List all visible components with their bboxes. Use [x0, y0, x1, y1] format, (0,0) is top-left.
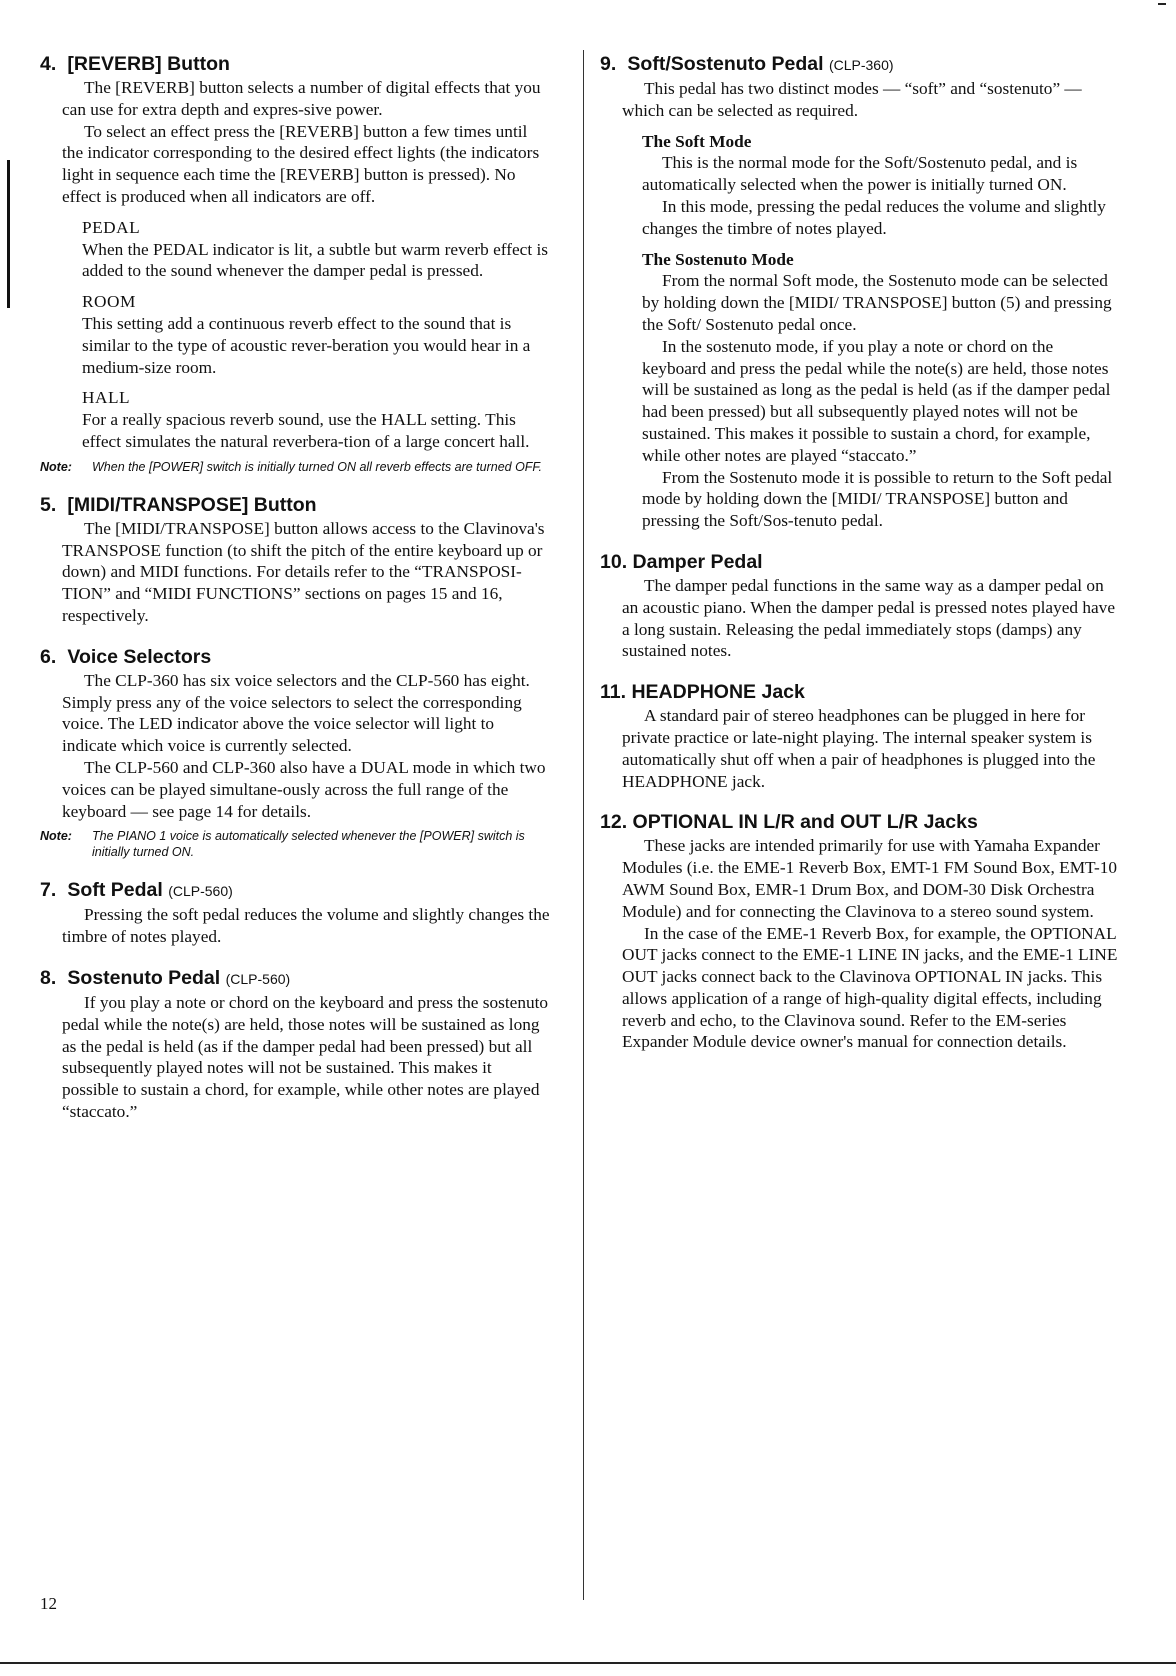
section-title: Voice Selectors [67, 645, 212, 668]
section-number: 12. [600, 811, 628, 834]
section-number: 5. [40, 493, 57, 516]
paragraph: The [REVERB] button selects a number of digital effects that you can use for extra depth and expres-sive power. [62, 78, 541, 119]
section-optional-jacks [600, 810, 1118, 1053]
subsection-title: The Sostenuto Mode [642, 249, 794, 269]
model-tag: (CLP-560) [168, 883, 233, 900]
left-column [40, 52, 550, 1141]
subsection-soft-mode [642, 131, 1118, 240]
section-heading [40, 645, 550, 669]
section-heading [40, 52, 550, 76]
subsection-title: HALL [82, 388, 131, 408]
section-reverb-button [40, 52, 550, 475]
section-title: Damper Pedal [632, 550, 763, 573]
paragraph: In the case of the EME-1 Reverb Box, for example, the OPTIONAL OUT jacks connect to the EME-1 LINE IN jacks, and the EME-1 LINE OUT jacks connect back to the Clavinova OPTIONAL IN jacks. This allows application of a range of high-quality digital effects, including reverb and echo, to the Clavinova sound. Refer to the EM-series Expander Module device owner's manual for connection details. [622, 923, 1118, 1052]
paragraph: The CLP-360 has six voice selectors and the CLP-560 has eight. Simply press any of the voice selectors to select the corresponding voice. The LED indicator above the voice selector will light to indicate which voice is currently selected. [62, 670, 530, 756]
subsection-pedal [82, 217, 550, 282]
right-column [600, 52, 1118, 1071]
section-heading [600, 680, 1118, 704]
page-number: 12 [40, 1594, 57, 1613]
section-number: 11. [600, 681, 627, 704]
margin-bar [7, 160, 10, 308]
paragraph: From the Sostenuto mode it is possible to return to the Soft pedal mode by holding down the [MIDI/ TRANSPOSE] button and pressing the Soft/Sos-tenuto pedal. [642, 467, 1113, 531]
section-midi-transpose-button [40, 493, 550, 627]
subsection-hall [82, 387, 550, 452]
section-sostenuto-pedal [40, 966, 550, 1123]
section-title: Soft/Sostenuto Pedal [627, 53, 824, 75]
paragraph: The damper pedal functions in the same way as a damper pedal on an acoustic piano. When the damper pedal is pressed notes played have a long sustain. Releasing the pedal immediately stops (damps) any sustained notes. [622, 575, 1115, 661]
section-heading [40, 966, 550, 991]
section-heading [600, 810, 1118, 834]
paragraph: In the sostenuto mode, if you play a note or chord on the keyboard and press the pedal while the note(s) are held, those notes will be sustained as long as the pedal is held (as if the damper pedal had been pressed) but all subsequently played notes will not be sustained. This makes it possible to sustain a chord, for example, while other notes are played “staccato.” [642, 336, 1111, 465]
paragraph: This is the normal mode for the Soft/Sostenuto pedal, and is automatically selected when the power is initially turned ON. [642, 153, 1078, 195]
paragraph: To select an effect press the [REVERB] button a few times until the indicator corresponding to the desired effect lights (the indicators light in sequence each time the [REVERB] button is pressed). No effect is produced when all indicators are off. [62, 121, 540, 206]
note-label: Note: [40, 459, 72, 474]
paragraph: This setting add a continuous reverb effect to the sound that is similar to the type of acoustic rever-beration you would hear in a medium-size room. [82, 313, 531, 377]
paragraph: The CLP-560 and CLP-360 also have a DUAL mode in which two voices can be played simultane-ously across the full range of the keyboard — see page 14 for details. [62, 757, 546, 821]
model-tag: (CLP-360) [828, 57, 894, 73]
bottom-rule [0, 1662, 1176, 1664]
paragraph: In this mode, pressing the pedal reduces the volume and slightly changes the timbre of notes played. [642, 196, 1106, 238]
column-divider [583, 50, 584, 1600]
paragraph: Pressing the soft pedal reduces the volume and slightly changes the timbre of notes played. [62, 905, 550, 947]
section-soft-sostenuto-pedal [600, 52, 1118, 532]
subsection-title: The Soft Mode [642, 131, 752, 151]
section-title: HEADPHONE Jack [631, 681, 805, 704]
paragraph: From the normal Soft mode, the Sostenuto mode can be selected by holding down the [MIDI/ TRANSPOSE] button (5) and pressing the Soft/ Sostenuto pedal once. [642, 271, 1112, 334]
section-number: 4. [40, 53, 57, 75]
section-heading [600, 52, 1118, 77]
section-number: 10. [600, 550, 628, 573]
section-title: Sostenuto Pedal [67, 966, 221, 989]
corner-mark [1158, 3, 1166, 5]
subsection-title: ROOM [82, 292, 136, 312]
section-title: Soft Pedal [67, 879, 163, 902]
section-voice-selectors [40, 645, 550, 861]
note-text: When the [POWER] switch is initially turned ON all reverb effects are turned OFF. [92, 459, 542, 474]
section-damper-pedal [600, 550, 1118, 662]
section-heading [40, 878, 550, 903]
paragraph: A standard pair of stereo headphones can be plugged in here for private practice or late-night playing. The internal speaker system is automatically shut off when a pair of headphones is plugged into the HEADPHONE jack. [622, 706, 1096, 791]
section-headphone-jack [600, 680, 1118, 792]
section-number: 8. [40, 966, 57, 989]
paragraph: This pedal has two distinct modes — “soft” and “sostenuto” — which can be selected as required. [622, 79, 1082, 120]
note-label: Note: [40, 829, 72, 844]
paragraph: For a really spacious reverb sound, use the HALL setting. This effect simulates the natural reverbera-tion of a large concert hall. [82, 410, 530, 451]
subsection-sostenuto-mode [642, 249, 1118, 532]
note-text: The PIANO 1 voice is automatically selected whenever the [POWER] switch is initially turned ON. [92, 829, 525, 860]
paragraph: The [MIDI/TRANSPOSE] button allows access to the Clavinova's TRANSPOSE function (to shift the pitch of the entire keyboard up or down) and MIDI functions. For details refer to the “TRANSPOSI-TION” and “MIDI FUNCTIONS” sections on pages 15 and 16, respectively. [62, 518, 545, 625]
section-number: 7. [40, 879, 57, 902]
paragraph: If you play a note or chord on the keyboard and press the sostenuto pedal while the note(s) are held, those notes will be sustained as long as the pedal is held (as if the damper pedal had been pressed) but all subsequently played notes will not be sustained. This makes it possible to sustain a chord, for example, while other notes are played “staccato.” [62, 992, 549, 1121]
paragraph: These jacks are intended primarily for use with Yamaha Expander Modules (i.e. the EME-1 Reverb Box, EMT-1 FM Sound Box, EMT-10 AWM Sound Box, EMR-1 Drum Box, and DOM-30 Disk Orchestra Module) and for connecting the Clavinova to a stereo sound system. [622, 836, 1118, 921]
subsection-room [82, 291, 550, 378]
note [40, 459, 550, 475]
section-title: [MIDI/TRANSPOSE] Button [67, 493, 317, 516]
section-number: 9. [600, 53, 617, 75]
model-tag: (CLP-560) [225, 970, 291, 987]
section-title: OPTIONAL IN L/R and OUT L/R Jacks [632, 811, 978, 834]
subsection-title: PEDAL [82, 217, 141, 237]
section-title: [REVERB] Button [67, 53, 230, 75]
section-heading [40, 493, 550, 517]
section-number: 6. [40, 645, 57, 668]
section-heading [600, 550, 1118, 574]
note [40, 828, 550, 860]
section-soft-pedal [40, 878, 550, 948]
paragraph: When the PEDAL indicator is lit, a subtle but warm reverb effect is added to the sound whenever the damper pedal is pressed. [82, 239, 548, 281]
